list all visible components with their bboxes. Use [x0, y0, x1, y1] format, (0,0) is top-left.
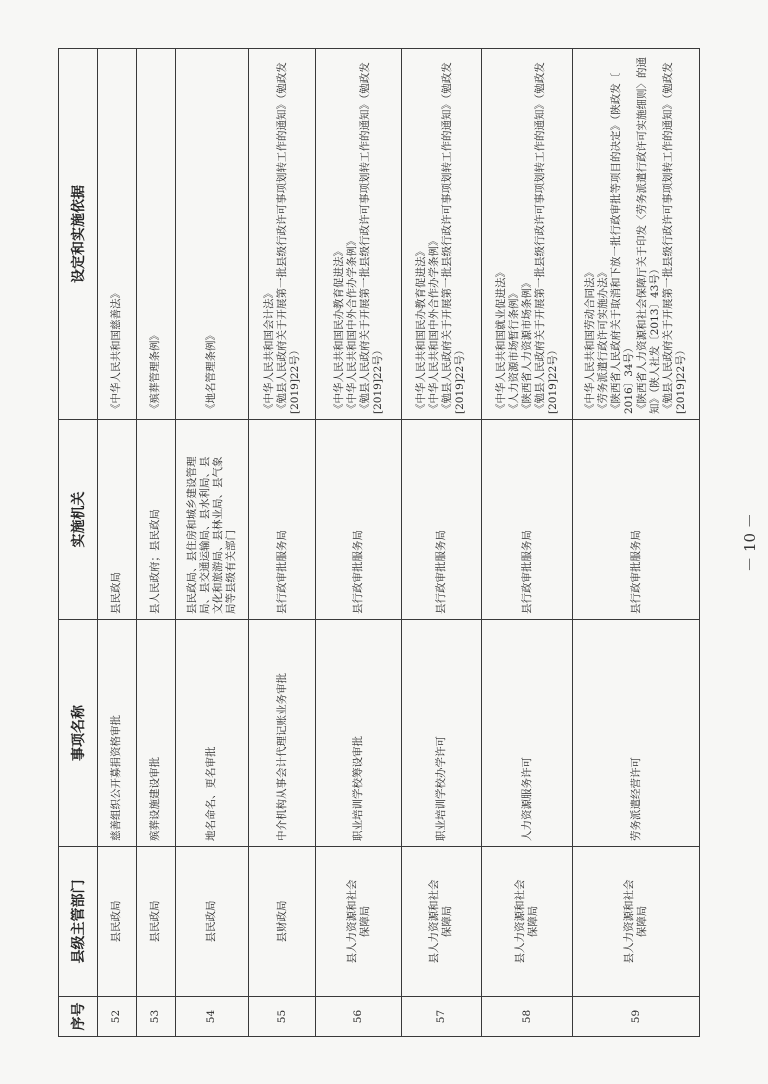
cell-agency-line: 县民政局	[110, 572, 123, 614]
cell-dept-line: 保障局	[358, 905, 371, 938]
cell-agency-line: 县行政审批服务局	[629, 530, 642, 614]
cell-dept	[402, 847, 482, 997]
cell-basis-line: 《劳务派遣行政许可实施办法》	[597, 267, 610, 414]
table-row	[136, 49, 175, 1037]
cell-basis-line: 《中华人民共和国会计法》	[262, 288, 275, 414]
cell-seq: 55	[248, 997, 315, 1037]
cell-item: 人力资源服务许可	[481, 620, 573, 847]
table-row	[481, 49, 573, 1037]
cell-dept-line: 县人力资源和社会	[345, 879, 358, 964]
cell-dept-line: 县民政局	[110, 900, 123, 943]
table-row	[402, 49, 482, 1037]
cell-item: 职业培训学校办学许可	[402, 620, 482, 847]
cell-seq: 56	[316, 997, 402, 1037]
cell-seq: 58	[481, 997, 573, 1037]
cell-item: 中介机构从事会计代理记账业务审批	[248, 620, 315, 847]
header-item: 事项名称	[59, 620, 98, 847]
cell-basis-line: [2019]22号）	[675, 344, 688, 414]
cell-basis-line: 《人力资源市场暂行条例》	[507, 288, 520, 414]
table-row	[573, 49, 700, 1037]
cell-dept	[481, 847, 573, 997]
cell-basis-line: [2019]22号）	[454, 344, 467, 414]
cell-agency	[248, 420, 315, 620]
header-row	[59, 49, 98, 1037]
header-basis: 设定和实施依据	[59, 49, 98, 420]
header-seq: 序号	[59, 997, 98, 1037]
cell-agency-line: 县行政审批服务局	[434, 530, 447, 614]
cell-seq: 52	[98, 997, 137, 1037]
cell-basis-line: 《中华人民共和国就业促进法》	[494, 267, 507, 414]
cell-seq: 53	[136, 997, 175, 1037]
cell-agency-line: 局等县级有关部门	[224, 530, 237, 614]
cell-basis-line: 《中华人民共和国劳动合同法》	[584, 267, 597, 414]
cell-dept	[175, 847, 248, 997]
cell-seq: 57	[402, 997, 482, 1037]
header-agency: 实施机关	[59, 420, 98, 620]
table-body	[98, 49, 700, 1037]
cell-basis-line: 《地名管理条例》	[205, 330, 218, 414]
cell-item: 职业培训学校筹设审批	[316, 620, 402, 847]
cell-seq: 59	[573, 997, 700, 1037]
table-row	[175, 49, 248, 1037]
cell-agency	[402, 420, 482, 620]
cell-dept-line: 县财政局	[275, 900, 288, 943]
cell-dept-line: 保障局	[527, 905, 539, 938]
cell-basis-line: 《中华人民共和国中外合作办学条例》	[345, 235, 358, 414]
cell-item: 地名命名、更名审批	[175, 620, 248, 847]
permit-table	[58, 48, 700, 1037]
cell-dept-line: 县人力资源和社会	[428, 879, 441, 964]
cell-basis-line: 《殡葬管理条例》	[149, 330, 162, 414]
cell-dept	[98, 847, 137, 997]
cell-agency	[573, 420, 700, 620]
cell-basis-line: 《勉县人民政府关于开展第一批县级行政许可事项划转工作的通知》（勉政发	[358, 62, 371, 414]
rotated-page	[58, 49, 700, 1037]
header-dept: 县级主管部门	[59, 847, 98, 997]
cell-basis-line: 《勉县人民政府关于开展第一批县级行政许可事项划转工作的通知》（勉政发	[275, 62, 288, 414]
cell-basis-line: [2019]22号）	[546, 344, 559, 414]
cell-basis	[98, 49, 137, 420]
cell-basis-line: 《中华人民共和国中外合作办学条例》	[428, 235, 441, 414]
cell-seq: 54	[175, 997, 248, 1037]
cell-dept	[248, 847, 315, 997]
cell-basis	[402, 49, 482, 420]
cell-agency	[175, 420, 248, 620]
cell-agency	[481, 420, 573, 620]
cell-basis-line: 《中华人民共和国民办教育促进法》	[415, 246, 428, 414]
cell-basis-line: 《陕西省人民政府关于取消和下放一批行政审批等项目的决定》（陕政发〔	[610, 72, 623, 414]
cell-agency-line: 县行政审批服务局	[352, 530, 365, 614]
cell-dept-line: 保障局	[636, 905, 649, 938]
cell-basis	[175, 49, 248, 420]
cell-agency	[136, 420, 175, 620]
cell-basis-line: [2019]22号）	[371, 344, 384, 414]
cell-basis-line: 《中华人民共和国民办教育促进法》	[332, 246, 345, 414]
cell-basis-line: 《勉县人民政府关于开展第一批县级行政许可事项划转工作的通知》（勉政发	[441, 62, 454, 414]
cell-dept-line: 县民政局	[205, 900, 218, 943]
cell-basis-line: 《中华人民共和国慈善法》	[110, 288, 123, 414]
table-row	[248, 49, 315, 1037]
cell-basis	[248, 49, 315, 420]
cell-agency-line: 文化和旅游局、县林业局、县气象	[211, 456, 224, 614]
cell-dept-line: 县人力资源和社会	[623, 879, 636, 964]
page-number: － 10 －	[740, 513, 759, 572]
cell-basis-line: 知》（陕人社发〔2013〕43号）	[649, 263, 662, 414]
cell-basis-line: [2019]22号）	[288, 344, 301, 414]
cell-basis	[136, 49, 175, 420]
cell-dept	[316, 847, 402, 997]
cell-dept-line: 县人力资源和社会	[514, 879, 526, 964]
cell-basis-line: 《勉县人民政府关于开展第一批县级行政许可事项划转工作的通知》（勉政发	[533, 62, 546, 414]
cell-item: 劳务派遣经营许可	[573, 620, 700, 847]
cell-item: 殡葬设施建设审批	[136, 620, 175, 847]
cell-basis	[481, 49, 573, 420]
table-row	[316, 49, 402, 1037]
cell-basis-line: 《勉县人民政府关于开展第一批县级行政许可事项划转工作的通知》（勉政发	[662, 62, 675, 414]
cell-dept	[573, 847, 700, 997]
cell-dept	[136, 847, 175, 997]
cell-agency-line: 县人民政府；县民政局	[149, 509, 162, 614]
cell-dept-line: 县民政局	[149, 900, 162, 943]
cell-agency-line: 县行政审批服务局	[275, 530, 288, 614]
cell-agency	[316, 420, 402, 620]
table-row	[98, 49, 137, 1037]
cell-basis	[573, 49, 700, 420]
cell-agency-line: 县民政局、县住房和城乡建设管理	[185, 456, 198, 614]
cell-dept-line: 保障局	[441, 905, 454, 938]
cell-basis-line: 《陕西省人力资源市场条例》	[520, 277, 533, 414]
cell-item: 慈善组织公开募捐资格审批	[98, 620, 137, 847]
cell-basis-line: 《陕西省人力资源和社会保障厅关于印发〈劳务派遣行政许可实施细则〉的通	[636, 57, 649, 414]
cell-agency-line: 局、县交通运输局、县水利局、县	[198, 456, 211, 614]
cell-basis-line: 2016〕34号）	[623, 342, 636, 414]
cell-agency-line: 县行政审批服务局	[520, 530, 533, 614]
cell-basis	[316, 49, 402, 420]
cell-agency	[98, 420, 137, 620]
